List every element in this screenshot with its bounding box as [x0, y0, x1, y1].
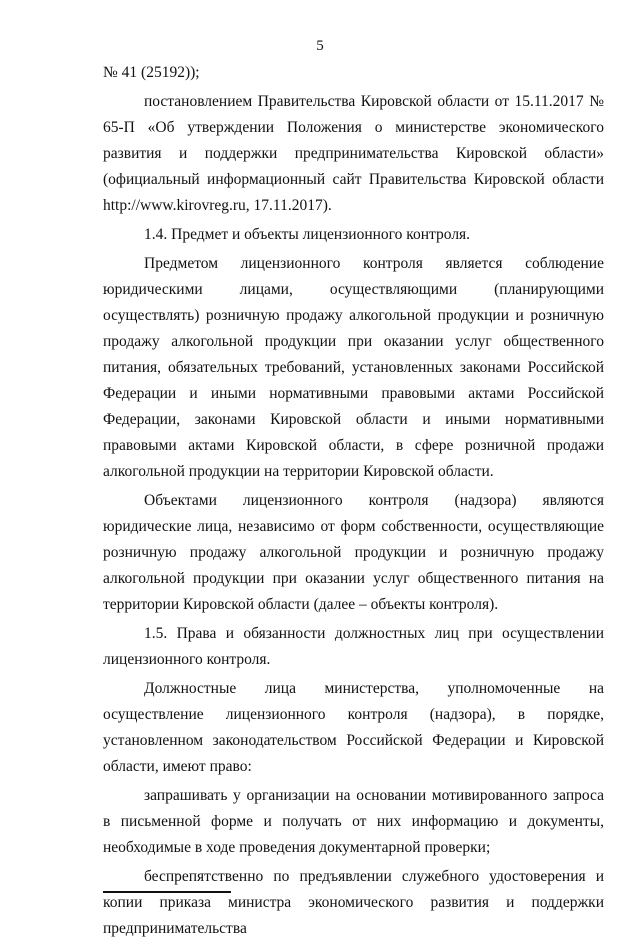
paragraph-subject-of-control: Предметом лицензионного контроля является соблюдение юридическими лицами, осуществляющими (планирующими осуществлять) розничную продажу алкогольной продукции и розничную продажу алкогольной продукции при оказании услуг общественного питания, обязательных требований, установленных законами Российской Федерации и иными нормативными правовыми актами Российской Федерации, законами Кировской области и иными нормативными правовыми актами Кировской области, в сфере розничной продажи алкогольной продукции на территории Кировской области.	[103, 255, 604, 480]
paragraph-resolution: постановлением Правительства Кировской области от 15.11.2017 № 65-П «Об утверждении Положения о министерстве экономического развития и поддержки предпринимательства Кировской области» (официальный информационный сайт Правительства Кировской области http://www.kirovreg.ru, 17.11.2017).	[103, 93, 604, 214]
paragraph-continuation: № 41 (25192));	[103, 64, 200, 81]
section-heading-1-5: 1.5. Права и обязанности должностных лиц при осуществлении лицензионного контроля.	[103, 625, 604, 668]
paragraph-request-information: запрашивать у организации на основании мотивированного запроса в письменной форме и получать от них информацию и документы, необходимые в ходе проведения документарной проверки;	[103, 787, 604, 856]
page-number: 5	[316, 38, 324, 54]
section-heading-1-4: 1.4. Предмет и объекты лицензионного контроля.	[144, 226, 471, 243]
page-body	[103, 60, 604, 942]
footnote-divider	[103, 891, 231, 893]
paragraph-objects-of-control: Объектами лицензионного контроля (надзора) являются юридические лица, независимо от форм собственности, осуществляющие розничную продажу алкогольной продукции и розничную продажу алкогольной продукции при оказании услуг общественного питания на территории Кировской области (далее – объекты контроля).	[103, 492, 604, 613]
paragraph-officials-rights: Должностные лица министерства, уполномоченные на осуществление лицензионного контроля (надзора), в порядке, установленном законодательством Российской Федерации и Кировской области, имеют право:	[103, 680, 604, 775]
paragraph-unhindered-access: беспрепятственно по предъявлении служебного удостоверения и копии приказа министра экономического развития и поддержки предпринимательства	[103, 868, 604, 937]
